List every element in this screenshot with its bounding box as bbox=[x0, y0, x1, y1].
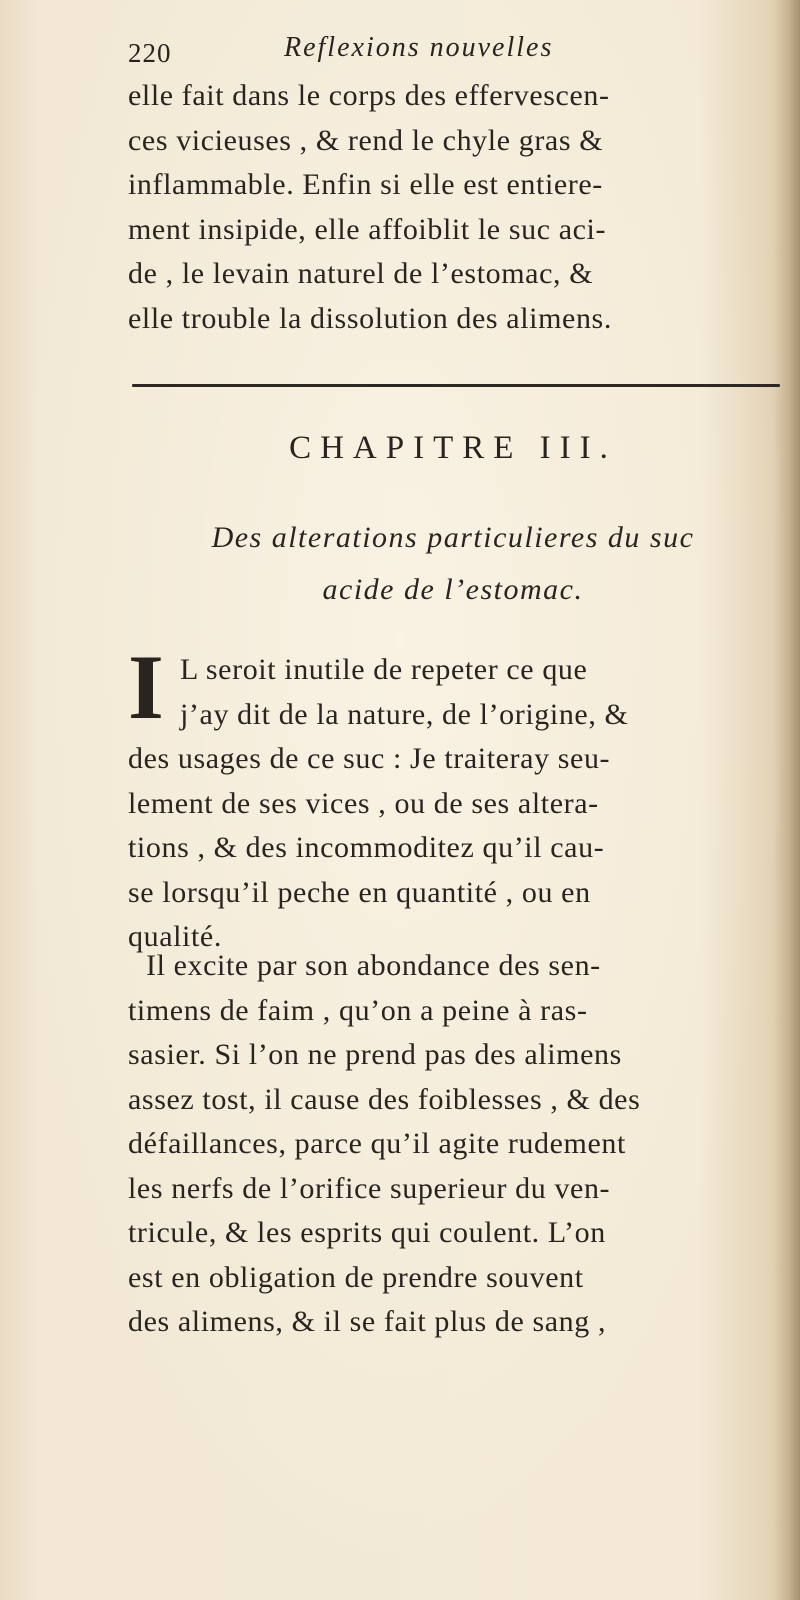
text-line: inflammable. Enfin si elle est entiere- bbox=[128, 168, 603, 201]
text-line: ces vicieuses , & rend le chyle gras & bbox=[128, 123, 604, 157]
text-line: tions , & des incommoditez qu’il cau- bbox=[128, 831, 605, 864]
running-title: Reflexions nouvelles bbox=[284, 32, 554, 63]
chapter-heading: CHAPITRE III. bbox=[289, 430, 617, 466]
text-line: j’ay dit de la nature, de l’origine, & bbox=[180, 697, 629, 731]
subtitle-line: acide de l’estomac. bbox=[322, 573, 584, 606]
text-line: les nerfs de l’orifice superieur du ven- bbox=[128, 1171, 611, 1205]
second-paragraph bbox=[128, 944, 778, 1345]
page-number: 220 bbox=[128, 38, 172, 68]
text-line: tricule, & les esprits qui coulent. L’on bbox=[128, 1216, 606, 1249]
text-line: des usages de ce suc : Je traiteray seu- bbox=[128, 742, 611, 775]
text-line: qualité. bbox=[128, 920, 222, 953]
text-line: ment insipide, elle affoiblit le suc aci- bbox=[128, 212, 607, 246]
text-line: de , le levain naturel de l’estomac, & bbox=[128, 257, 594, 290]
first-paragraph bbox=[128, 648, 780, 960]
chapter-subtitle bbox=[128, 512, 778, 616]
text-line: assez tost, il cause des foiblesses , & des bbox=[128, 1082, 641, 1116]
text-line: timens de faim , qu’on a peine à ras- bbox=[128, 993, 588, 1027]
text-line: Il excite par son abondance des sen- bbox=[146, 949, 601, 982]
text-line: lement de ses vices , ou de ses altera- bbox=[128, 786, 599, 820]
text-line: sasier. Si l’on ne prend pas des alimens bbox=[128, 1038, 622, 1071]
text-line: elle trouble la dissolution des alimens. bbox=[128, 301, 612, 335]
drop-cap: I bbox=[128, 636, 164, 738]
text-line: est en obligation de prendre souvent bbox=[128, 1260, 584, 1294]
running-head bbox=[128, 32, 668, 72]
subtitle-line: Des alterations particulieres du suc bbox=[211, 521, 695, 554]
continued-paragraph bbox=[128, 74, 778, 341]
text-line: elle fait dans le corps des effervescen- bbox=[128, 79, 610, 112]
text-line: des alimens, & il se fait plus de sang , bbox=[128, 1305, 607, 1338]
text-line: défaillances, parce qu’il agite rudement bbox=[128, 1127, 626, 1160]
section-divider bbox=[132, 384, 780, 387]
text-line: L seroit inutile de repeter ce que bbox=[180, 653, 588, 686]
text-line: se lorsqu’il peche en quantité , ou en bbox=[128, 875, 591, 909]
